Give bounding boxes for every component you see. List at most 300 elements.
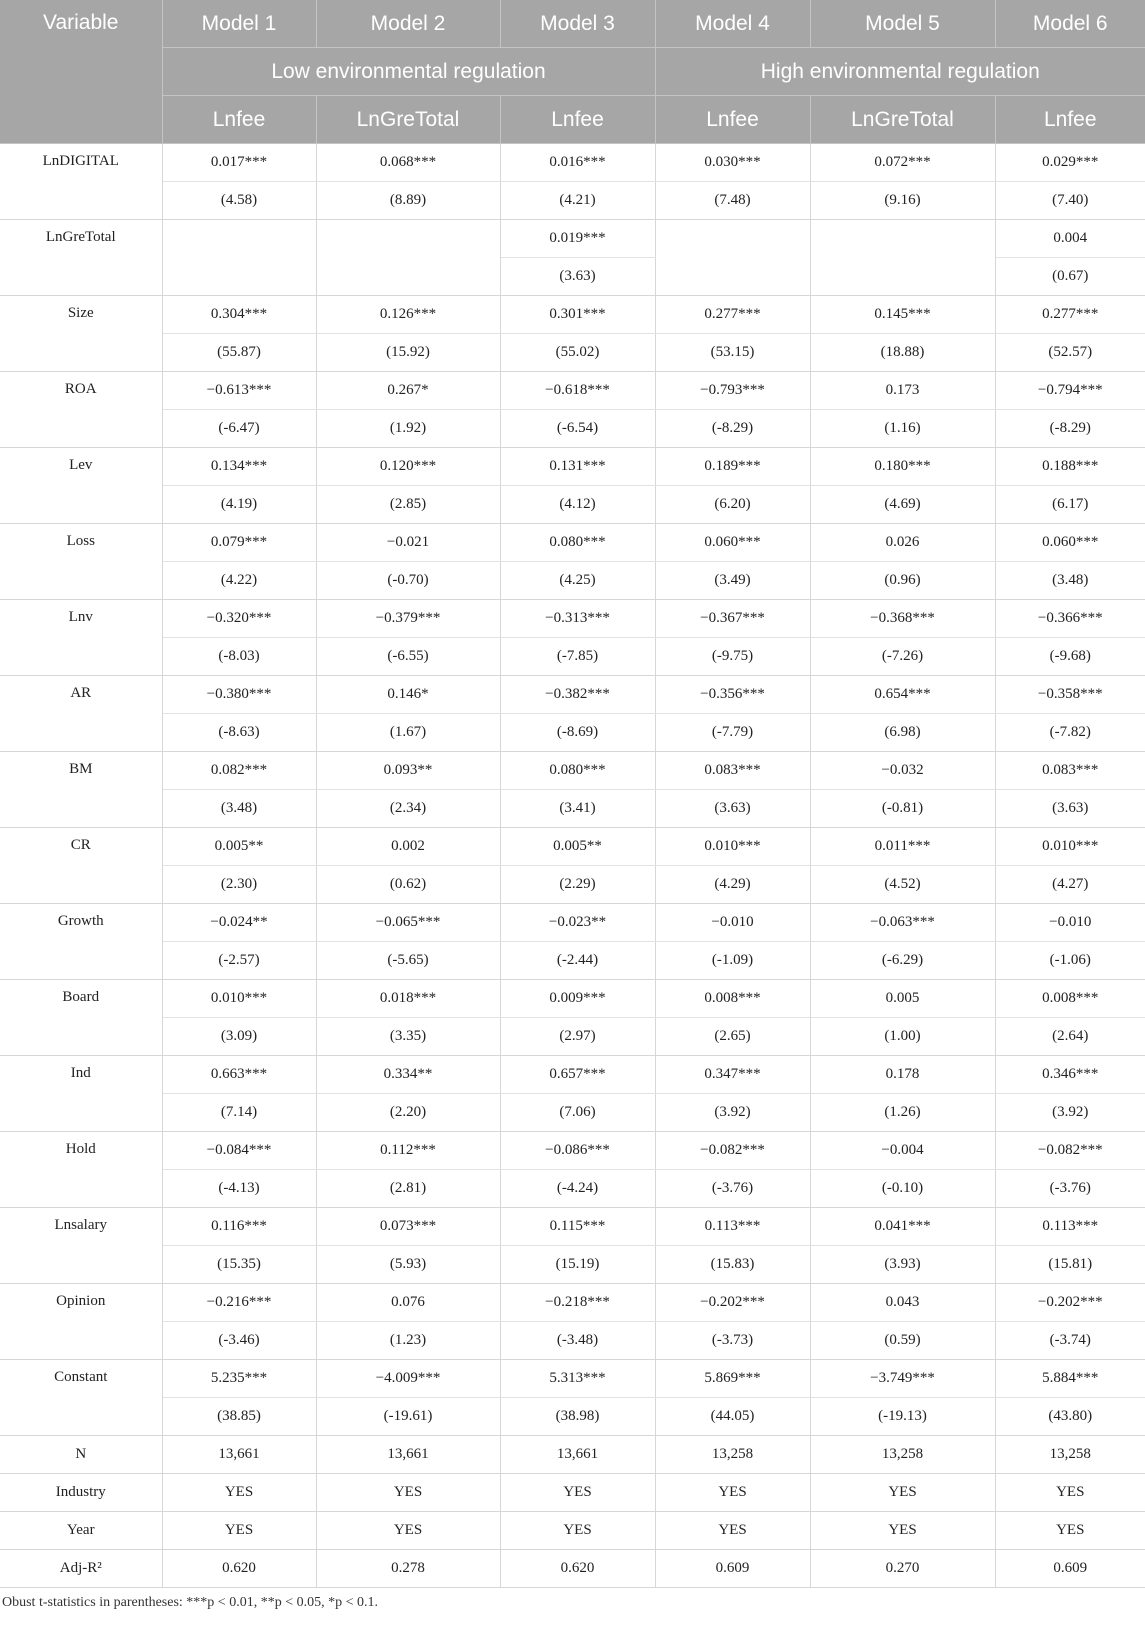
coefficient-cell: 0.145*** (810, 296, 995, 334)
table-row (0, 942, 1145, 980)
table-row (0, 1322, 1145, 1360)
t-statistic-cell: (-5.65) (316, 942, 500, 980)
t-statistic-cell: (2.97) (500, 1018, 655, 1056)
t-statistic-cell: (15.83) (655, 1246, 810, 1284)
variable-name-cell: Lev (0, 448, 162, 524)
variable-name-cell: N (0, 1436, 162, 1474)
coefficient-cell: 0.131*** (500, 448, 655, 486)
model-header: Model 4 (655, 0, 810, 48)
coefficient-cell: 0.188*** (995, 448, 1145, 486)
table-row (0, 448, 1145, 486)
summary-value-cell: 0.609 (995, 1550, 1145, 1588)
variable-name-cell: Lnv (0, 600, 162, 676)
table-row (0, 638, 1145, 676)
t-statistic-cell: (4.69) (810, 486, 995, 524)
summary-row (0, 1474, 1145, 1512)
t-statistic-cell: (2.30) (162, 866, 316, 904)
t-statistic-cell: (-19.61) (316, 1398, 500, 1436)
t-statistic-cell: (-7.26) (810, 638, 995, 676)
dependent-variable-header: Lnfee (655, 96, 810, 144)
t-statistic-cell: (-7.85) (500, 638, 655, 676)
coefficient-cell: 0.277*** (995, 296, 1145, 334)
coefficient-cell: 0.068*** (316, 144, 500, 182)
t-statistic-cell: (1.23) (316, 1322, 500, 1360)
model-header: Model 1 (162, 0, 316, 48)
t-statistic-cell: (1.16) (810, 410, 995, 448)
t-statistic-cell: (4.22) (162, 562, 316, 600)
coefficient-cell: −0.082*** (995, 1132, 1145, 1170)
t-statistic-cell: (4.52) (810, 866, 995, 904)
table-footnote: Obust t-statistics in parentheses: ***p < 0.01, **p < 0.05, *p < 0.1. (2, 1595, 378, 1610)
table-row (0, 562, 1145, 600)
t-statistic-cell: (-6.47) (162, 410, 316, 448)
t-statistic-cell: (-9.68) (995, 638, 1145, 676)
coefficient-cell: 5.869*** (655, 1360, 810, 1398)
table-row (0, 676, 1145, 714)
model-header: Model 6 (995, 0, 1145, 48)
summary-row (0, 1436, 1145, 1474)
coefficient-cell: 0.178 (810, 1056, 995, 1094)
t-statistic-cell: (7.06) (500, 1094, 655, 1132)
t-statistic-cell: (-0.10) (810, 1170, 995, 1208)
coefficient-cell: 0.018*** (316, 980, 500, 1018)
table-row (0, 372, 1145, 410)
t-statistic-cell: (5.93) (316, 1246, 500, 1284)
coefficient-cell: −0.063*** (810, 904, 995, 942)
t-statistic-cell: (1.00) (810, 1018, 995, 1056)
coefficient-cell: 0.041*** (810, 1208, 995, 1246)
summary-value-cell: 13,258 (655, 1436, 810, 1474)
coefficient-cell: 0.112*** (316, 1132, 500, 1170)
variable-name-cell: LnGreTotal (0, 220, 162, 296)
t-statistic-cell: (2.29) (500, 866, 655, 904)
model-header: Model 3 (500, 0, 655, 48)
empty-cell (655, 220, 810, 296)
t-statistic-cell: (-19.13) (810, 1398, 995, 1436)
coefficient-cell: −0.793*** (655, 372, 810, 410)
variable-name-cell: Ind (0, 1056, 162, 1132)
t-statistic-cell: (-3.74) (995, 1322, 1145, 1360)
t-statistic-cell: (55.02) (500, 334, 655, 372)
t-statistic-cell: (6.98) (810, 714, 995, 752)
table-row (0, 524, 1145, 562)
table-row (0, 144, 1145, 182)
t-statistic-cell: (15.92) (316, 334, 500, 372)
t-statistic-cell: (4.58) (162, 182, 316, 220)
variable-name-cell: Industry (0, 1474, 162, 1512)
dependent-variable-header: Lnfee (500, 96, 655, 144)
t-statistic-cell: (-8.29) (995, 410, 1145, 448)
t-statistic-cell: (55.87) (162, 334, 316, 372)
table-row (0, 296, 1145, 334)
coefficient-cell: −0.613*** (162, 372, 316, 410)
t-statistic-cell: (2.64) (995, 1018, 1145, 1056)
summary-value-cell: YES (810, 1512, 995, 1550)
coefficient-cell: 0.060*** (655, 524, 810, 562)
coefficient-cell: 0.008*** (655, 980, 810, 1018)
coefficient-cell: −0.356*** (655, 676, 810, 714)
t-statistic-cell: (-6.54) (500, 410, 655, 448)
t-statistic-cell: (1.92) (316, 410, 500, 448)
coefficient-cell: 0.267* (316, 372, 500, 410)
t-statistic-cell: (8.89) (316, 182, 500, 220)
table-row (0, 1360, 1145, 1398)
coefficient-cell: −0.084*** (162, 1132, 316, 1170)
empty-cell (810, 220, 995, 296)
t-statistic-cell: (-6.55) (316, 638, 500, 676)
variable-name-cell: CR (0, 828, 162, 904)
group-header-low: Low environmental regulation (162, 48, 655, 96)
t-statistic-cell: (0.96) (810, 562, 995, 600)
summary-value-cell: 0.620 (500, 1550, 655, 1588)
coefficient-cell: −0.367*** (655, 600, 810, 638)
coefficient-cell: 0.019*** (500, 220, 655, 258)
t-statistic-cell: (1.67) (316, 714, 500, 752)
t-statistic-cell: (43.80) (995, 1398, 1145, 1436)
coefficient-cell: 0.080*** (500, 524, 655, 562)
coefficient-cell: 0.173 (810, 372, 995, 410)
coefficient-cell: 0.304*** (162, 296, 316, 334)
group-header-high: High environmental regulation (655, 48, 1145, 96)
coefficient-cell: −0.379*** (316, 600, 500, 638)
coefficient-cell: 0.005 (810, 980, 995, 1018)
variable-name-cell: BM (0, 752, 162, 828)
summary-value-cell: 0.620 (162, 1550, 316, 1588)
summary-value-cell: YES (810, 1474, 995, 1512)
summary-value-cell: YES (500, 1474, 655, 1512)
summary-row (0, 1550, 1145, 1588)
coefficient-cell: −0.618*** (500, 372, 655, 410)
table-row (0, 410, 1145, 448)
t-statistic-cell: (-8.29) (655, 410, 810, 448)
t-statistic-cell: (3.63) (655, 790, 810, 828)
t-statistic-cell: (3.63) (500, 258, 655, 296)
t-statistic-cell: (7.48) (655, 182, 810, 220)
empty-cell (162, 220, 316, 296)
coefficient-cell: 0.017*** (162, 144, 316, 182)
summary-value-cell: 13,661 (316, 1436, 500, 1474)
variable-name-cell: Lnsalary (0, 1208, 162, 1284)
t-statistic-cell: (15.35) (162, 1246, 316, 1284)
coefficient-cell: 0.008*** (995, 980, 1145, 1018)
coefficient-cell: 0.072*** (810, 144, 995, 182)
coefficient-cell: 0.134*** (162, 448, 316, 486)
empty-cell (316, 220, 500, 296)
t-statistic-cell: (3.63) (995, 790, 1145, 828)
summary-value-cell: 0.270 (810, 1550, 995, 1588)
table-row (0, 600, 1145, 638)
dependent-variable-header: LnGreTotal (810, 96, 995, 144)
table-row (0, 220, 1145, 258)
t-statistic-cell: (-0.70) (316, 562, 500, 600)
coefficient-cell: 0.079*** (162, 524, 316, 562)
variable-name-cell: Board (0, 980, 162, 1056)
coefficient-cell: 0.277*** (655, 296, 810, 334)
t-statistic-cell: (-8.03) (162, 638, 316, 676)
coefficient-cell: 0.347*** (655, 1056, 810, 1094)
t-statistic-cell: (-9.75) (655, 638, 810, 676)
t-statistic-cell: (3.41) (500, 790, 655, 828)
t-statistic-cell: (-8.69) (500, 714, 655, 752)
table-header (0, 0, 1145, 144)
coefficient-cell: 0.120*** (316, 448, 500, 486)
variable-name-cell: Adj-R² (0, 1550, 162, 1588)
coefficient-cell: 0.083*** (655, 752, 810, 790)
coefficient-cell: 0.029*** (995, 144, 1145, 182)
summary-value-cell: 13,258 (995, 1436, 1145, 1474)
table-row (0, 752, 1145, 790)
coefficient-cell: 0.076 (316, 1284, 500, 1322)
t-statistic-cell: (3.93) (810, 1246, 995, 1284)
coefficient-cell: −0.380*** (162, 676, 316, 714)
table-row (0, 1284, 1145, 1322)
t-statistic-cell: (4.21) (500, 182, 655, 220)
summary-value-cell: 0.609 (655, 1550, 810, 1588)
variable-name-cell: ROA (0, 372, 162, 448)
table-row (0, 334, 1145, 372)
coefficient-cell: 0.002 (316, 828, 500, 866)
coefficient-cell: 0.010*** (995, 828, 1145, 866)
coefficient-cell: −0.320*** (162, 600, 316, 638)
coefficient-cell: 5.235*** (162, 1360, 316, 1398)
table-row (0, 828, 1145, 866)
coefficient-cell: −0.086*** (500, 1132, 655, 1170)
t-statistic-cell: (2.65) (655, 1018, 810, 1056)
t-statistic-cell: (52.57) (995, 334, 1145, 372)
t-statistic-cell: (-7.82) (995, 714, 1145, 752)
coefficient-cell: 0.005** (162, 828, 316, 866)
t-statistic-cell: (15.81) (995, 1246, 1145, 1284)
coefficient-cell: 0.301*** (500, 296, 655, 334)
header-dependent-row (0, 96, 1145, 144)
variable-name-cell: Hold (0, 1132, 162, 1208)
coefficient-cell: −0.368*** (810, 600, 995, 638)
table-row (0, 182, 1145, 220)
table-row (0, 866, 1145, 904)
summary-value-cell: YES (655, 1512, 810, 1550)
dependent-variable-header: LnGreTotal (316, 96, 500, 144)
variable-name-cell: Growth (0, 904, 162, 980)
summary-value-cell: 13,258 (810, 1436, 995, 1474)
coefficient-cell: 0.116*** (162, 1208, 316, 1246)
coefficient-cell: −3.749*** (810, 1360, 995, 1398)
coefficient-cell: 0.146* (316, 676, 500, 714)
coefficient-cell: 0.083*** (995, 752, 1145, 790)
t-statistic-cell: (9.16) (810, 182, 995, 220)
coefficient-cell: 0.654*** (810, 676, 995, 714)
t-statistic-cell: (-3.76) (995, 1170, 1145, 1208)
t-statistic-cell: (-1.06) (995, 942, 1145, 980)
coefficient-cell: −0.366*** (995, 600, 1145, 638)
coefficient-cell: 0.080*** (500, 752, 655, 790)
t-statistic-cell: (-6.29) (810, 942, 995, 980)
coefficient-cell: −4.009*** (316, 1360, 500, 1398)
summary-value-cell: YES (316, 1474, 500, 1512)
coefficient-cell: 0.082*** (162, 752, 316, 790)
coefficient-cell: −0.004 (810, 1132, 995, 1170)
coefficient-cell: 0.073*** (316, 1208, 500, 1246)
summary-value-cell: YES (655, 1474, 810, 1512)
coefficient-cell: 0.334** (316, 1056, 500, 1094)
t-statistic-cell: (-3.76) (655, 1170, 810, 1208)
coefficient-cell: 0.004 (995, 220, 1145, 258)
table-row (0, 904, 1145, 942)
t-statistic-cell: (15.19) (500, 1246, 655, 1284)
header-groups-row (0, 48, 1145, 96)
t-statistic-cell: (7.40) (995, 182, 1145, 220)
t-statistic-cell: (38.98) (500, 1398, 655, 1436)
t-statistic-cell: (2.34) (316, 790, 500, 828)
coefficient-cell: 0.043 (810, 1284, 995, 1322)
t-statistic-cell: (3.48) (162, 790, 316, 828)
coefficient-cell: −0.313*** (500, 600, 655, 638)
dependent-variable-header: Lnfee (162, 96, 316, 144)
coefficient-cell: 0.005** (500, 828, 655, 866)
coefficient-cell: 0.346*** (995, 1056, 1145, 1094)
coefficient-cell: 0.663*** (162, 1056, 316, 1094)
t-statistic-cell: (-3.46) (162, 1322, 316, 1360)
table-row (0, 1170, 1145, 1208)
coefficient-cell: 5.313*** (500, 1360, 655, 1398)
t-statistic-cell: (-7.79) (655, 714, 810, 752)
coefficient-cell: −0.023** (500, 904, 655, 942)
summary-value-cell: YES (500, 1512, 655, 1550)
t-statistic-cell: (-4.13) (162, 1170, 316, 1208)
table-row (0, 980, 1145, 1018)
t-statistic-cell: (-2.57) (162, 942, 316, 980)
coefficient-cell: 0.180*** (810, 448, 995, 486)
coefficient-cell: 0.010*** (162, 980, 316, 1018)
t-statistic-cell: (6.20) (655, 486, 810, 524)
table-row (0, 486, 1145, 524)
coefficient-cell: 0.016*** (500, 144, 655, 182)
coefficient-cell: 0.113*** (655, 1208, 810, 1246)
t-statistic-cell: (2.85) (316, 486, 500, 524)
t-statistic-cell: (53.15) (655, 334, 810, 372)
coefficient-cell: 0.009*** (500, 980, 655, 1018)
summary-row (0, 1512, 1145, 1550)
t-statistic-cell: (3.92) (995, 1094, 1145, 1132)
t-statistic-cell: (38.85) (162, 1398, 316, 1436)
summary-value-cell: 13,661 (162, 1436, 316, 1474)
t-statistic-cell: (-3.73) (655, 1322, 810, 1360)
t-statistic-cell: (-2.44) (500, 942, 655, 980)
variable-name-cell: Size (0, 296, 162, 372)
t-statistic-cell: (1.26) (810, 1094, 995, 1132)
t-statistic-cell: (0.62) (316, 866, 500, 904)
summary-value-cell: 0.278 (316, 1550, 500, 1588)
t-statistic-cell: (7.14) (162, 1094, 316, 1132)
table-row (0, 1246, 1145, 1284)
variable-column-header: Variable (0, 0, 162, 144)
coefficient-cell: −0.218*** (500, 1284, 655, 1322)
t-statistic-cell: (3.92) (655, 1094, 810, 1132)
t-statistic-cell: (4.19) (162, 486, 316, 524)
coefficient-cell: −0.021 (316, 524, 500, 562)
header-models-row (0, 0, 1145, 48)
coefficient-cell: 0.011*** (810, 828, 995, 866)
coefficient-cell: −0.794*** (995, 372, 1145, 410)
coefficient-cell: −0.010 (655, 904, 810, 942)
coefficient-cell: −0.010 (995, 904, 1145, 942)
coefficient-cell: −0.216*** (162, 1284, 316, 1322)
t-statistic-cell: (3.49) (655, 562, 810, 600)
coefficient-cell: −0.202*** (995, 1284, 1145, 1322)
t-statistic-cell: (0.59) (810, 1322, 995, 1360)
t-statistic-cell: (44.05) (655, 1398, 810, 1436)
coefficient-cell: −0.382*** (500, 676, 655, 714)
summary-value-cell: YES (316, 1512, 500, 1550)
variable-name-cell: Year (0, 1512, 162, 1550)
summary-value-cell: YES (162, 1512, 316, 1550)
table-row (0, 1398, 1145, 1436)
coefficient-cell: −0.065*** (316, 904, 500, 942)
t-statistic-cell: (-8.63) (162, 714, 316, 752)
t-statistic-cell: (6.17) (995, 486, 1145, 524)
coefficient-cell: −0.024** (162, 904, 316, 942)
coefficient-cell: 5.884*** (995, 1360, 1145, 1398)
table-row (0, 1056, 1145, 1094)
t-statistic-cell: (4.27) (995, 866, 1145, 904)
coefficient-cell: 0.010*** (655, 828, 810, 866)
summary-value-cell: YES (995, 1512, 1145, 1550)
coefficient-cell: 0.115*** (500, 1208, 655, 1246)
t-statistic-cell: (2.20) (316, 1094, 500, 1132)
variable-name-cell: AR (0, 676, 162, 752)
table-row (0, 1208, 1145, 1246)
variable-name-cell: Opinion (0, 1284, 162, 1360)
coefficient-cell: 0.093** (316, 752, 500, 790)
variable-name-cell: Loss (0, 524, 162, 600)
coefficient-cell: 0.026 (810, 524, 995, 562)
table-row (0, 714, 1145, 752)
table-body (0, 144, 1145, 1588)
t-statistic-cell: (-3.48) (500, 1322, 655, 1360)
coefficient-cell: 0.126*** (316, 296, 500, 334)
summary-value-cell: YES (162, 1474, 316, 1512)
coefficient-cell: 0.030*** (655, 144, 810, 182)
coefficient-cell: 0.657*** (500, 1056, 655, 1094)
t-statistic-cell: (4.12) (500, 486, 655, 524)
t-statistic-cell: (4.29) (655, 866, 810, 904)
variable-name-cell: LnDIGITAL (0, 144, 162, 220)
summary-value-cell: YES (995, 1474, 1145, 1512)
t-statistic-cell: (18.88) (810, 334, 995, 372)
table-row (0, 1018, 1145, 1056)
t-statistic-cell: (3.09) (162, 1018, 316, 1056)
summary-value-cell: 13,661 (500, 1436, 655, 1474)
t-statistic-cell: (-4.24) (500, 1170, 655, 1208)
t-statistic-cell: (3.35) (316, 1018, 500, 1056)
coefficient-cell: 0.189*** (655, 448, 810, 486)
table-row (0, 790, 1145, 828)
coefficient-cell: −0.202*** (655, 1284, 810, 1322)
coefficient-cell: −0.358*** (995, 676, 1145, 714)
coefficient-cell: −0.032 (810, 752, 995, 790)
t-statistic-cell: (-1.09) (655, 942, 810, 980)
coefficient-cell: 0.113*** (995, 1208, 1145, 1246)
coefficient-cell: −0.082*** (655, 1132, 810, 1170)
t-statistic-cell: (-0.81) (810, 790, 995, 828)
table-row (0, 1094, 1145, 1132)
t-statistic-cell: (0.67) (995, 258, 1145, 296)
model-header: Model 2 (316, 0, 500, 48)
model-header: Model 5 (810, 0, 995, 48)
t-statistic-cell: (2.81) (316, 1170, 500, 1208)
variable-name-cell: Constant (0, 1360, 162, 1436)
table-row (0, 1132, 1145, 1170)
t-statistic-cell: (3.48) (995, 562, 1145, 600)
